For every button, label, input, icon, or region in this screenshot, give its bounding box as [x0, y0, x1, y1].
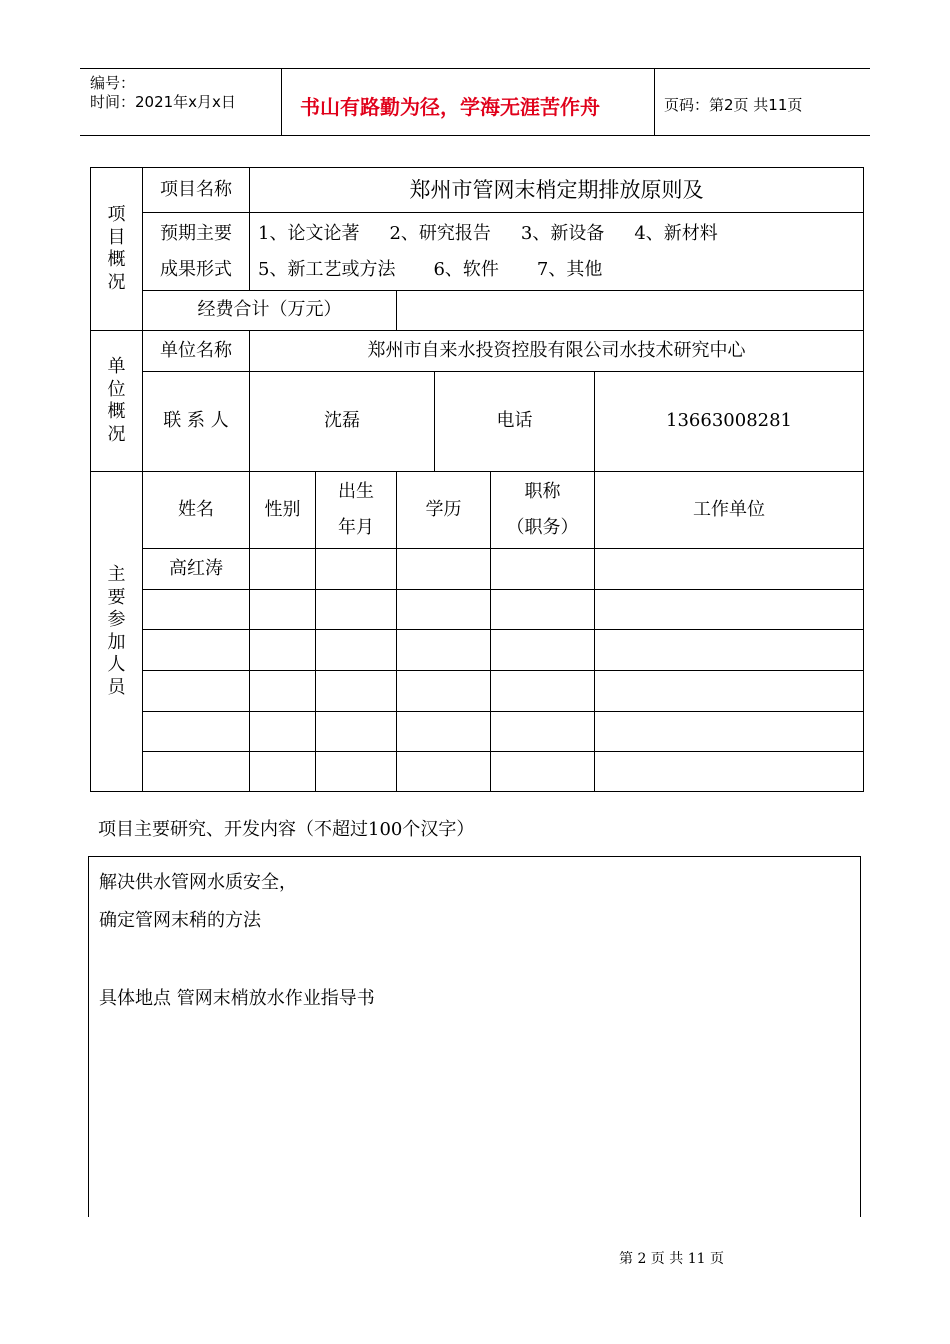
participant-name: [143, 712, 250, 752]
unit-name-label: 单位名称: [143, 331, 250, 372]
participant-gender: [250, 712, 316, 752]
participant-name: [143, 590, 250, 630]
participant-workplace: [595, 671, 864, 712]
phone-value: 13663008281: [595, 372, 864, 472]
outcome-form-label: 预期主要 成果形式: [143, 213, 250, 291]
participant-workplace: [595, 549, 864, 590]
participant-title: [491, 630, 595, 671]
column-header-title: 职称 （职务）: [491, 472, 595, 549]
header-code-label: 编号：: [90, 74, 136, 92]
content-line: 具体地点 管网末梢放水作业指导书: [99, 988, 375, 1009]
content-line: 解决供水管网水质安全，: [99, 872, 297, 893]
outcome-option: 1、论文论著: [258, 222, 360, 244]
participant-education: [397, 752, 491, 792]
participant-title: [491, 549, 595, 590]
project-section-label: 项 目 概 况: [91, 168, 143, 331]
participant-birth: [316, 630, 397, 671]
project-name-value: 郑州市管网末梢定期排放原则及: [250, 168, 864, 213]
content-box: [88, 856, 861, 1217]
project-name-label: 项目名称: [143, 168, 250, 213]
header-motto: 书山有路勤为径，学海无涯苦作舟: [300, 95, 600, 119]
unit-name-value: 郑州市自来水投资控股有限公司水技术研究中心: [250, 331, 864, 372]
table-row: [91, 671, 864, 712]
participant-title: [491, 590, 595, 630]
participant-workplace: [595, 630, 864, 671]
budget-value: [397, 291, 864, 331]
participant-birth: [316, 671, 397, 712]
phone-label: 电话: [435, 372, 595, 472]
contact-label: 联 系 人: [143, 372, 250, 472]
content-line: 确定管网末稍的方法: [99, 910, 261, 931]
application-form-table: [90, 167, 864, 792]
column-header-education: 学历: [397, 472, 491, 549]
contact-value: 沈磊: [250, 372, 435, 472]
unit-section-label: 单 位 概 况: [91, 331, 143, 472]
participant-birth: [316, 549, 397, 590]
budget-label: 经费合计（万元）: [143, 291, 397, 331]
participant-name: [143, 630, 250, 671]
participants-section-label: 主 要 参 加 人 员: [91, 472, 143, 792]
table-row: [91, 712, 864, 752]
header-bottom-rule: [80, 135, 870, 136]
outcome-option: 3、新设备: [520, 222, 605, 244]
participant-birth: [316, 590, 397, 630]
participant-title: [491, 671, 595, 712]
table-row: [91, 590, 864, 630]
participant-gender: [250, 590, 316, 630]
participant-education: [397, 590, 491, 630]
table-row: [91, 752, 864, 792]
column-header-gender: 性别: [250, 472, 316, 549]
participant-name: 高红涛: [143, 549, 250, 590]
participant-name: [143, 752, 250, 792]
participant-title: [491, 712, 595, 752]
outcome-options: [250, 213, 864, 291]
participant-gender: [250, 630, 316, 671]
participant-workplace: [595, 752, 864, 792]
outcome-option: 7、其他: [536, 258, 603, 280]
column-header-name: 姓名: [143, 472, 250, 549]
header-page-info: 页码：第2页 共11页: [664, 96, 803, 114]
participant-title: [491, 752, 595, 792]
participant-birth: [316, 752, 397, 792]
participant-education: [397, 671, 491, 712]
footer-page-number: 第 2 页 共 11 页: [619, 1251, 724, 1267]
table-row: [91, 630, 864, 671]
participant-gender: [250, 549, 316, 590]
header-divider-1: [281, 68, 282, 135]
header-divider-2: [654, 68, 655, 135]
participant-gender: [250, 752, 316, 792]
outcome-option: 5、新工艺或方法: [258, 258, 396, 280]
outcome-option: 2、研究报告: [389, 222, 491, 244]
column-header-birth: 出生 年月: [316, 472, 397, 549]
table-row: [91, 549, 864, 590]
content-heading: 项目主要研究、开发内容（不超过100个汉字）: [98, 819, 475, 840]
participant-education: [397, 630, 491, 671]
participant-gender: [250, 671, 316, 712]
participant-birth: [316, 712, 397, 752]
header-time-label: 时间：2021年x月x日: [90, 93, 236, 111]
outcome-option: 6、软件: [433, 258, 499, 280]
header-top-rule: [80, 68, 870, 69]
outcome-option: 4、新材料: [634, 222, 718, 244]
participant-education: [397, 549, 491, 590]
column-header-workplace: 工作单位: [595, 472, 864, 549]
participant-education: [397, 712, 491, 752]
participant-name: [143, 671, 250, 712]
participant-workplace: [595, 590, 864, 630]
participant-workplace: [595, 712, 864, 752]
